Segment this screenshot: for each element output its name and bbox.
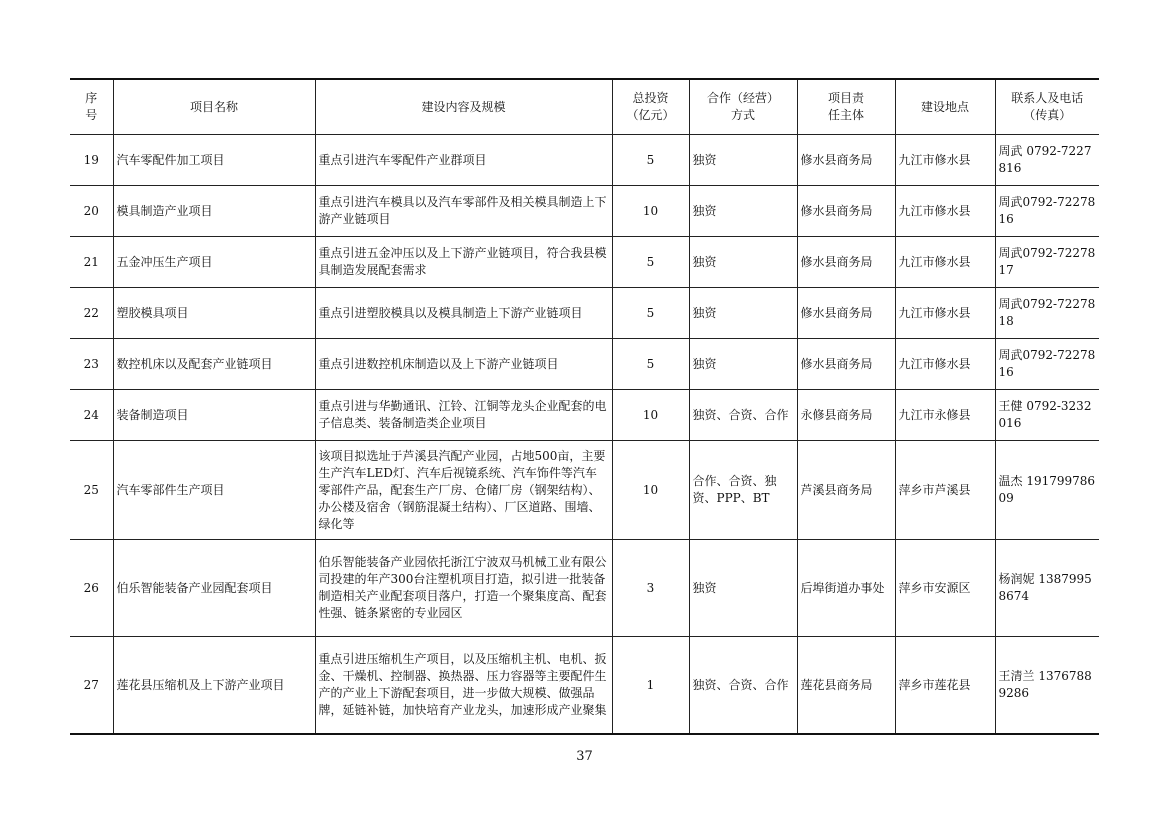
cell-cooperation-mode: 独资	[689, 288, 797, 339]
cell-investment: 5	[612, 288, 689, 339]
cell-contact: 周武0792-7227818	[995, 288, 1099, 339]
cell-location: 九江市修水县	[895, 135, 995, 186]
cell-seq: 23	[70, 339, 113, 390]
header-cooperation-mode: 合作（经营） 方式	[689, 79, 797, 135]
cell-location: 九江市永修县	[895, 390, 995, 441]
cell-contact: 杨润妮 13879958674	[995, 540, 1099, 637]
cell-responsible-entity: 修水县商务局	[797, 237, 895, 288]
cell-seq: 22	[70, 288, 113, 339]
cell-contact: 周武0792-7227817	[995, 237, 1099, 288]
cell-contact: 温杰 19179978609	[995, 441, 1099, 540]
cell-investment: 10	[612, 186, 689, 237]
cell-cooperation-mode: 独资	[689, 186, 797, 237]
cell-project-name: 伯乐智能装备产业园配套项目	[113, 540, 315, 637]
cell-seq: 19	[70, 135, 113, 186]
cell-contact: 王健 0792-3232016	[995, 390, 1099, 441]
cell-content: 重点引进与华勤通讯、江铃、江铜等龙头企业配套的电子信息类、装备制造类企业项目	[315, 390, 612, 441]
cell-seq: 25	[70, 441, 113, 540]
cell-content: 重点引进数控机床制造以及上下游产业链项目	[315, 339, 612, 390]
cell-project-name: 汽车零配件加工项目	[113, 135, 315, 186]
header-investment: 总投资 （亿元）	[612, 79, 689, 135]
table-row	[70, 339, 1099, 390]
cell-responsible-entity: 修水县商务局	[797, 339, 895, 390]
cell-seq: 26	[70, 540, 113, 637]
cell-cooperation-mode: 独资	[689, 339, 797, 390]
header-seq: 序 号	[70, 79, 113, 135]
cell-responsible-entity: 修水县商务局	[797, 135, 895, 186]
header-project-name: 项目名称	[113, 79, 315, 135]
cell-seq: 21	[70, 237, 113, 288]
cell-responsible-entity: 后埠街道办事处	[797, 540, 895, 637]
table-row	[70, 637, 1099, 735]
cell-location: 九江市修水县	[895, 288, 995, 339]
header-content: 建设内容及规模	[315, 79, 612, 135]
cell-investment: 5	[612, 237, 689, 288]
table-row	[70, 441, 1099, 540]
cell-cooperation-mode: 独资	[689, 540, 797, 637]
cell-cooperation-mode: 合作、合资、独资、PPP、BT	[689, 441, 797, 540]
header-contact: 联系人及电话 （传真）	[995, 79, 1099, 135]
cell-cooperation-mode: 独资、合资、合作	[689, 390, 797, 441]
cell-location: 萍乡市芦溪县	[895, 441, 995, 540]
cell-investment: 1	[612, 637, 689, 735]
page-number: 37	[576, 749, 593, 764]
cell-responsible-entity: 芦溪县商务局	[797, 441, 895, 540]
cell-project-name: 装备制造项目	[113, 390, 315, 441]
cell-content: 重点引进塑胶模具以及模具制造上下游产业链项目	[315, 288, 612, 339]
cell-investment: 3	[612, 540, 689, 637]
cell-contact: 周武0792-7227816	[995, 339, 1099, 390]
table-row	[70, 288, 1099, 339]
cell-project-name: 塑胶模具项目	[113, 288, 315, 339]
cell-contact: 周武 0792-7227816	[995, 135, 1099, 186]
cell-content: 重点引进压缩机生产项目，以及压缩机主机、电机、扳金、干燥机、控制器、换热器、压力容器等主要配件生产的产业上下游配套项目，进一步做大规模、做强品牌，延链补链，加快培育产业龙头，加速形成产业聚集	[315, 637, 612, 735]
header-location: 建设地点	[895, 79, 995, 135]
cell-content: 该项目拟选址于芦溪县汽配产业园，占地500亩，主要生产汽车LED灯、汽车后视镜系统、汽车饰件等汽车零部件产品，配套生产厂房、仓储厂房（钢架结构）、办公楼及宿舍（钢筋混凝土结构）、厂区道路、围墙、绿化等	[315, 441, 612, 540]
table-header-row	[70, 79, 1099, 135]
cell-seq: 20	[70, 186, 113, 237]
cell-project-name: 莲花县压缩机及上下游产业项目	[113, 637, 315, 735]
cell-location: 萍乡市莲花县	[895, 637, 995, 735]
cell-responsible-entity: 修水县商务局	[797, 186, 895, 237]
cell-seq: 24	[70, 390, 113, 441]
cell-project-name: 五金冲压生产项目	[113, 237, 315, 288]
cell-investment: 5	[612, 135, 689, 186]
investment-projects-table	[70, 78, 1099, 735]
cell-location: 萍乡市安源区	[895, 540, 995, 637]
cell-location: 九江市修水县	[895, 339, 995, 390]
cell-cooperation-mode: 独资、合资、合作	[689, 637, 797, 735]
cell-investment: 10	[612, 390, 689, 441]
cell-investment: 10	[612, 441, 689, 540]
cell-content: 重点引进汽车模具以及汽车零部件及相关模具制造上下游产业链项目	[315, 186, 612, 237]
cell-project-name: 数控机床以及配套产业链项目	[113, 339, 315, 390]
cell-cooperation-mode: 独资	[689, 237, 797, 288]
header-responsible-entity: 项目责 任主体	[797, 79, 895, 135]
cell-content: 重点引进五金冲压以及上下游产业链项目，符合我县模具制造发展配套需求	[315, 237, 612, 288]
cell-contact: 周武0792-7227816	[995, 186, 1099, 237]
cell-project-name: 模具制造产业项目	[113, 186, 315, 237]
cell-content: 伯乐智能装备产业园依托浙江宁波双马机械工业有限公司投建的年产300台注塑机项目打造，拟引进一批装备制造相关产业配套项目落户，打造一个聚集度高、配套性强、链条紧密的专业园区	[315, 540, 612, 637]
cell-project-name: 汽车零部件生产项目	[113, 441, 315, 540]
table-row	[70, 135, 1099, 186]
cell-investment: 5	[612, 339, 689, 390]
cell-responsible-entity: 莲花县商务局	[797, 637, 895, 735]
cell-location: 九江市修水县	[895, 237, 995, 288]
table-row	[70, 186, 1099, 237]
cell-seq: 27	[70, 637, 113, 735]
cell-responsible-entity: 修水县商务局	[797, 288, 895, 339]
table-row	[70, 540, 1099, 637]
cell-location: 九江市修水县	[895, 186, 995, 237]
table-row	[70, 390, 1099, 441]
cell-responsible-entity: 永修县商务局	[797, 390, 895, 441]
table-row	[70, 237, 1099, 288]
cell-cooperation-mode: 独资	[689, 135, 797, 186]
cell-contact: 王清兰 13767889286	[995, 637, 1099, 735]
cell-content: 重点引进汽车零配件产业群项目	[315, 135, 612, 186]
